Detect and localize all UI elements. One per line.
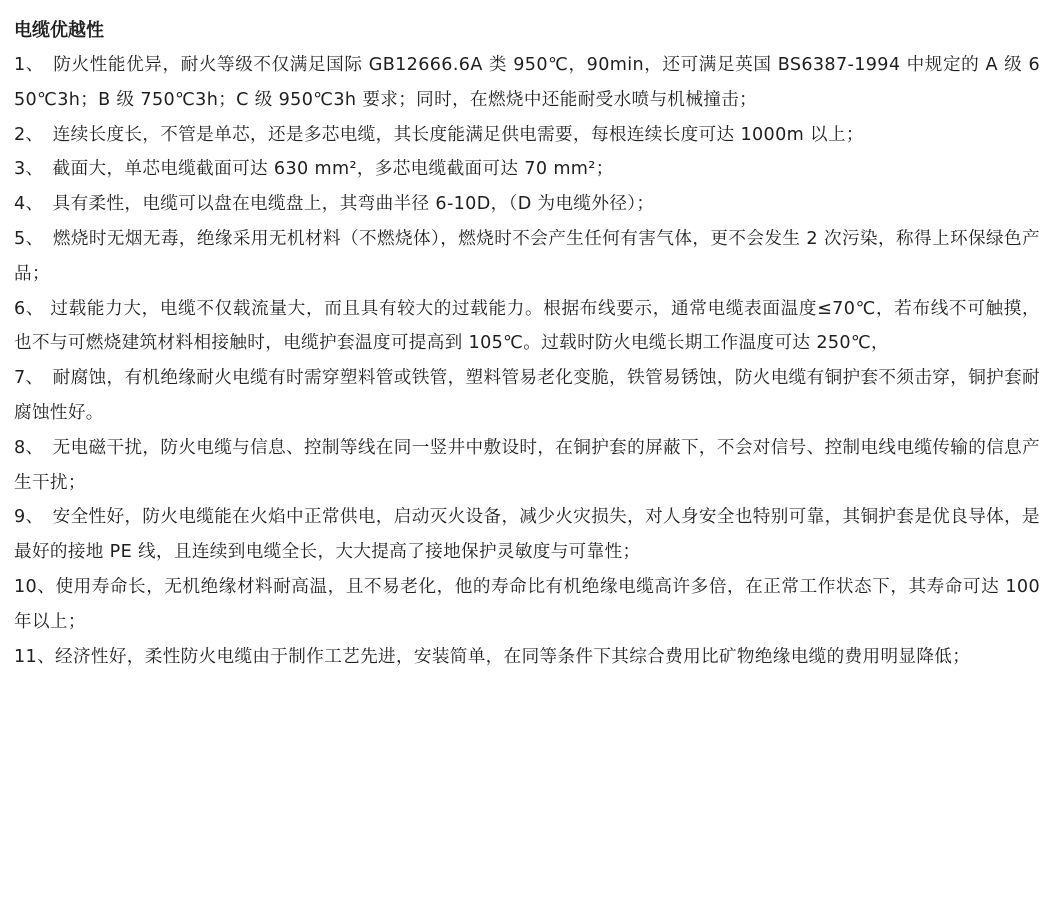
list-item: 8、 无电磁干扰，防火电缆与信息、控制等线在同一竖井中敷设时，在铜护套的屏蔽下，不会对信号、控制电线电缆传输的信息产生干扰； bbox=[14, 437, 1040, 493]
list-item: 1、 防火性能优异，耐火等级不仅满足国际 GB12666.6A 类 950℃，90min，还可满足英国 BS6387-1994 中规定的 A 级 650℃3h；B 级 750℃3h；C 级 950℃3h 要求；同时，在燃烧中还能耐受水喷与机械撞击； bbox=[14, 55, 1040, 110]
list-item: 6、 过载能力大，电缆不仅载流量大，而且具有较大的过载能力。根据布线要示，通常电缆表面温度≤70℃，若布线不可触摸，也不与可燃烧建筑材料相接触时，电缆护套温度可提高到 105℃。过载时防火电缆长期工作温度可达 250℃， bbox=[14, 298, 1040, 354]
list-item: 9、 安全性好，防火电缆能在火焰中正常供电，启动灭火设备，减少火灾损失，对人身安全也特别可靠，其铜护套是优良导体，是最好的接地 PE 线，且连续到电缆全长，大大提高了接地保护灵敏度与可靠性； bbox=[14, 507, 1040, 563]
list-item: 5、 燃烧时无烟无毒，绝缘采用无机材料（不燃烧体），燃烧时不会产生任何有害气体，更不会发生 2 次污染，称得上环保绿色产品； bbox=[14, 228, 1040, 284]
list-item: 7、 耐腐蚀，有机绝缘耐火电缆有时需穿塑料管或铁管，塑料管易老化变脆，铁管易锈蚀，防火电缆有铜护套不须击穿，铜护套耐腐蚀性好。 bbox=[14, 368, 1040, 423]
document-title: 电缆优越性 bbox=[14, 20, 104, 41]
list-item: 2、 连续长度长，不管是单芯，还是多芯电缆，其长度能满足供电需要，每根连续长度可达 1000m 以上； bbox=[14, 124, 864, 145]
list-item: 4、 具有柔性，电缆可以盘在电缆盘上，其弯曲半径 6-10D，（D 为电缆外径）； bbox=[14, 194, 655, 215]
list-item: 10、使用寿命长，无机绝缘材料耐高温，且不易老化，他的寿命比有机绝缘电缆高许多倍，在正常工作状态下，其寿命可达 100 年以上； bbox=[14, 576, 1040, 632]
list-item: 3、 截面大，单芯电缆截面可达 630 mm²，多芯电缆截面可达 70 mm²； bbox=[14, 159, 614, 180]
list-item: 11、经济性好，柔性防火电缆由于制作工艺先进，安装简单，在同等条件下其综合费用比矿物绝缘电缆的费用明显降低； bbox=[14, 646, 971, 667]
